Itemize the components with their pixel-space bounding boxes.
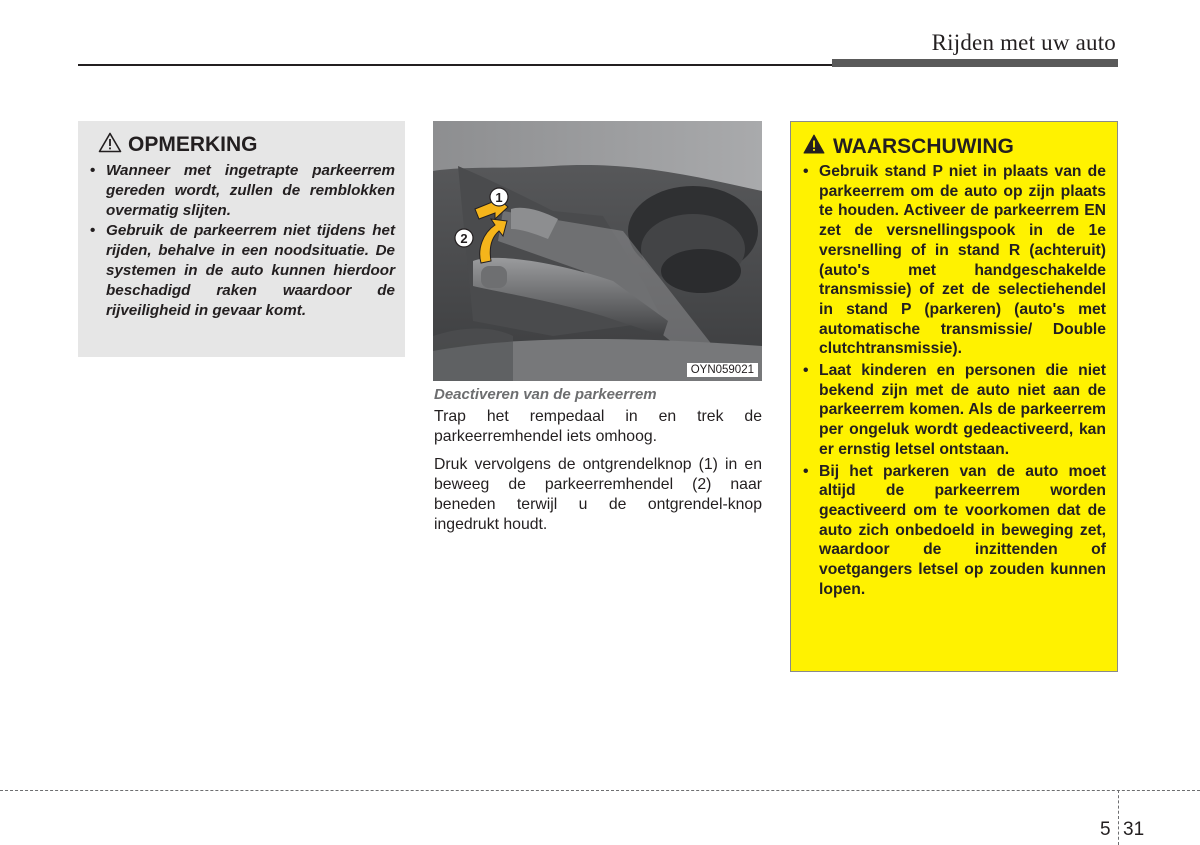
warning-heading-row — [803, 134, 1106, 160]
note-item: • Gebruik de parkeerrem niet tijdens het rijden, behalve in een noodsituatie. De systemen in de auto kunnen hierdoor beschadigd raken waardoor de rijveiligheid in gevaar komt. — [90, 222, 395, 319]
footer-divider — [1118, 790, 1119, 845]
note-box — [78, 121, 405, 357]
parking-brake-illustration — [433, 121, 762, 381]
bullet: • — [803, 462, 809, 480]
warning-heading: WAARSCHUWING — [833, 135, 1014, 158]
note-heading-row — [98, 131, 395, 159]
bullet: • — [90, 222, 96, 239]
warning-triangle-filled-icon — [803, 134, 825, 160]
figure-code: OYN059021 — [687, 363, 758, 377]
parking-brake-photo — [433, 121, 762, 381]
body-paragraph: Trap het rempedaal in en trek de parkeerremhendel iets omhoog. — [434, 408, 762, 445]
chapter-number: 5 — [1100, 819, 1111, 840]
callout-2: 2 — [460, 231, 468, 246]
page-number: 31 — [1123, 819, 1145, 840]
figure-caption: Deactiveren van de parkeerrem — [434, 386, 657, 403]
footer-rule — [0, 790, 1200, 791]
warning-list — [803, 162, 1106, 599]
bullet: • — [803, 163, 809, 180]
warning-box — [790, 121, 1118, 672]
section-title: Rijden met uw auto — [931, 30, 1116, 55]
note-item: • Wanneer met ingetrapte parkeerrem gereden wordt, zullen de remblokken overmatig slijten. — [90, 162, 395, 219]
body-text — [434, 385, 762, 543]
bullet: • — [803, 362, 809, 380]
note-list — [88, 161, 395, 321]
callout-1: 1 — [495, 190, 503, 205]
warning-item: • Bij het parkeren van de auto moet altijd de parkeerrem worden geactiveerd om te voorkomen dat de auto zich onbedoeld in beweging zet, waardoor de inzittenden of voetgangers letsel op zouden kunnen lopen. — [803, 462, 1106, 598]
body-paragraph: Druk vervolgens de ontgrendelknop (1) in en beweeg de parkeerremhendel (2) naar beneden terwijl u de ontgrendel-knop ingedrukt houdt. — [434, 456, 762, 533]
note-heading: OPMERKING — [128, 133, 258, 156]
warning-triangle-outline-icon — [98, 132, 122, 159]
warning-item: • Gebruik stand P niet in plaats van de parkeerrem om de auto op zijn plaats te houden. Activeer de parkeerrem EN zet de versnellingspook in de 1e versnelling of in stand R (achteruit) (auto's met handgeschakelde transmissie) of zet de selectiehendel in stand P (parkeren) (auto's met automatische transmissie/ Double clutchtransmissie). — [803, 163, 1106, 358]
bullet: • — [90, 162, 96, 179]
warning-item: • Laat kinderen en personen die niet bekend zijn met de auto niet aan de parkeerrem komen. Als de parkeerrem per ongeluk wordt gedeactiveerd, kan er ernstig letsel ontstaan. — [803, 362, 1106, 458]
header-rule-accent — [832, 59, 1118, 67]
